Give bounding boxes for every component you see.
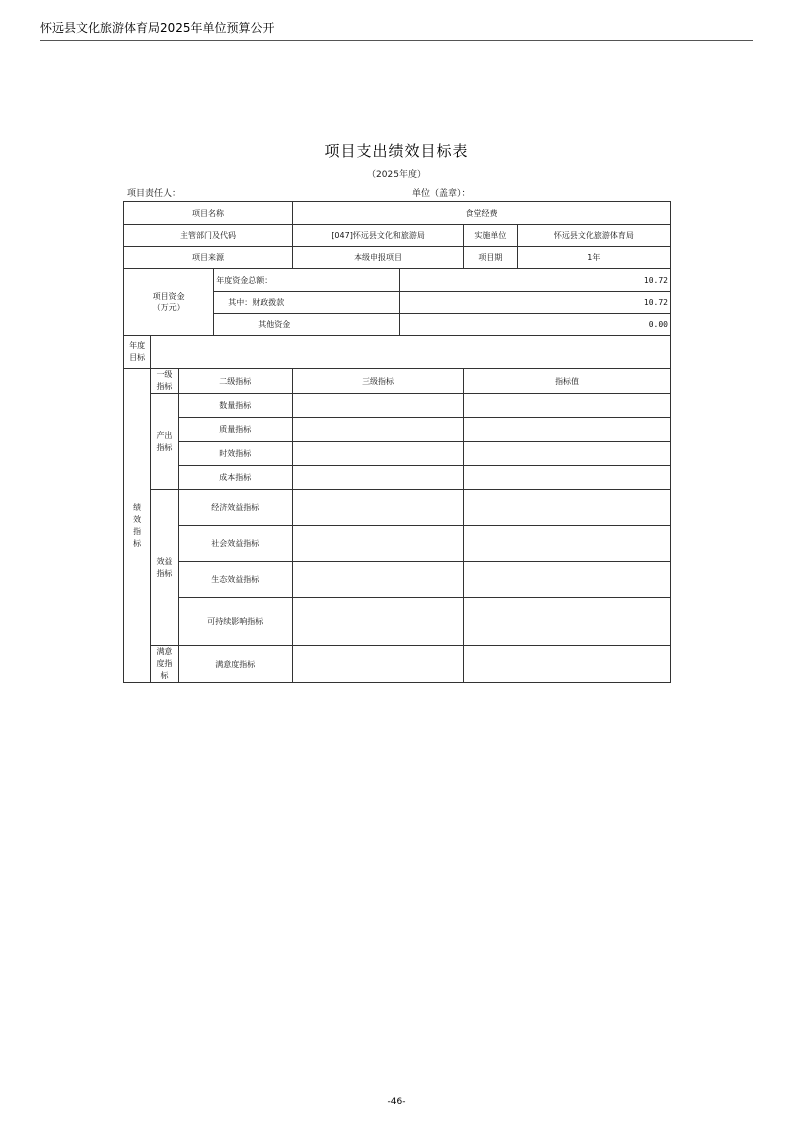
value-cell	[464, 418, 671, 442]
table-row	[124, 598, 671, 646]
funds-total-value: 10.72	[400, 269, 671, 292]
output-label-line1: 产出	[156, 430, 173, 440]
table-row	[124, 490, 671, 526]
value-cell	[464, 442, 671, 466]
impl-unit-label: 实施单位	[464, 225, 518, 247]
table-row-funds-total	[124, 269, 671, 292]
funds-fiscal-value: 10.72	[400, 292, 671, 314]
source-value: 本级申报项目	[293, 247, 464, 269]
perf-label-char: 标	[133, 538, 142, 548]
table-row-indicator-header	[124, 369, 671, 394]
perf-label-char: 绩	[133, 502, 142, 512]
funds-total-label: 年度资金总额：	[214, 269, 400, 292]
page-header-title: 怀远县文化旅游体育局2025年单位预算公开	[40, 21, 275, 35]
period-value: 1年	[517, 247, 670, 269]
funds-other-value: 0.00	[400, 314, 671, 336]
level3-cell	[293, 526, 464, 562]
level3-cell	[293, 466, 464, 490]
source-label: 项目来源	[124, 247, 293, 269]
annual-goal-label-line1: 年度	[129, 341, 146, 350]
level3-cell	[293, 562, 464, 598]
annual-goal-value	[151, 336, 671, 369]
table-row-source	[124, 247, 671, 269]
value-cell	[464, 526, 671, 562]
funds-fiscal-label: 其中：财政拨款	[214, 292, 400, 314]
level3-cell	[293, 418, 464, 442]
table-row-project-name	[124, 202, 671, 225]
level2-header: 二级指标	[178, 369, 292, 394]
level3-cell	[293, 442, 464, 466]
table-row	[124, 466, 671, 490]
level1-header-line2: 指标	[156, 382, 173, 391]
output-indicator-label	[151, 394, 178, 490]
table-row	[124, 646, 671, 683]
benefit-label-line1: 效益	[156, 556, 173, 566]
impl-unit-value: 怀远县文化旅游体育局	[517, 225, 670, 247]
table-row	[124, 418, 671, 442]
funds-other-label: 其他资金	[214, 314, 400, 336]
level3-cell	[293, 646, 464, 683]
satisfaction-item: 满意度指标	[178, 646, 292, 683]
benefit-item: 可持续影响指标	[178, 598, 292, 646]
value-cell	[464, 394, 671, 418]
performance-indicator-label	[124, 369, 151, 683]
dept-value: [047]怀远县文化和旅游局	[293, 225, 464, 247]
page-number: -46-	[387, 1097, 406, 1107]
benefit-label-line2: 指标	[156, 568, 173, 578]
level3-cell	[293, 394, 464, 418]
perf-label-char: 指	[133, 526, 142, 536]
satisfaction-indicator-label	[151, 646, 178, 683]
satisfaction-label-line3: 标	[160, 671, 169, 680]
table-row	[124, 562, 671, 598]
output-label-line2: 指标	[156, 442, 173, 452]
level3-header: 三级指标	[293, 369, 464, 394]
dept-label: 主管部门及代码	[124, 225, 293, 247]
document-title: 项目支出绩效目标表	[324, 142, 469, 160]
period-label: 项目期	[464, 247, 518, 269]
value-cell	[464, 646, 671, 683]
project-name-value: 食堂经费	[293, 202, 671, 225]
output-item: 时效指标	[178, 442, 292, 466]
level3-cell	[293, 598, 464, 646]
satisfaction-label-line1: 满意	[156, 647, 173, 656]
performance-target-table	[123, 201, 671, 683]
perf-label-char: 效	[133, 514, 142, 524]
level1-header-line1: 一级	[156, 370, 173, 379]
benefit-item: 社会效益指标	[178, 526, 292, 562]
output-item: 数量指标	[178, 394, 292, 418]
benefit-item: 生态效益指标	[178, 562, 292, 598]
value-cell	[464, 466, 671, 490]
benefit-item: 经济效益指标	[178, 490, 292, 526]
output-item: 成本指标	[178, 466, 292, 490]
table-row	[124, 394, 671, 418]
level1-header	[151, 369, 178, 394]
level3-cell	[293, 490, 464, 526]
unit-seal-label: 单位（盖章）：	[412, 189, 471, 199]
output-item: 质量指标	[178, 418, 292, 442]
table-row-department	[124, 225, 671, 247]
benefit-indicator-label	[151, 490, 178, 646]
annual-goal-label	[124, 336, 151, 369]
table-row-annual-goal	[124, 336, 671, 369]
project-name-label: 项目名称	[124, 202, 293, 225]
responsible-person-label: 项目责任人：	[127, 189, 182, 199]
funds-label-line2: （万元）	[152, 303, 185, 312]
funds-label-line1: 项目资金	[152, 292, 185, 301]
funds-label	[124, 269, 214, 336]
value-cell	[464, 598, 671, 646]
annual-goal-label-line2: 目标	[129, 353, 146, 362]
value-header: 指标值	[464, 369, 671, 394]
table-row	[124, 442, 671, 466]
document-year: （2025年度）	[367, 170, 426, 180]
header-divider	[40, 40, 753, 41]
value-cell	[464, 490, 671, 526]
value-cell	[464, 562, 671, 598]
satisfaction-label-line2: 度指	[156, 659, 173, 668]
table-row	[124, 526, 671, 562]
